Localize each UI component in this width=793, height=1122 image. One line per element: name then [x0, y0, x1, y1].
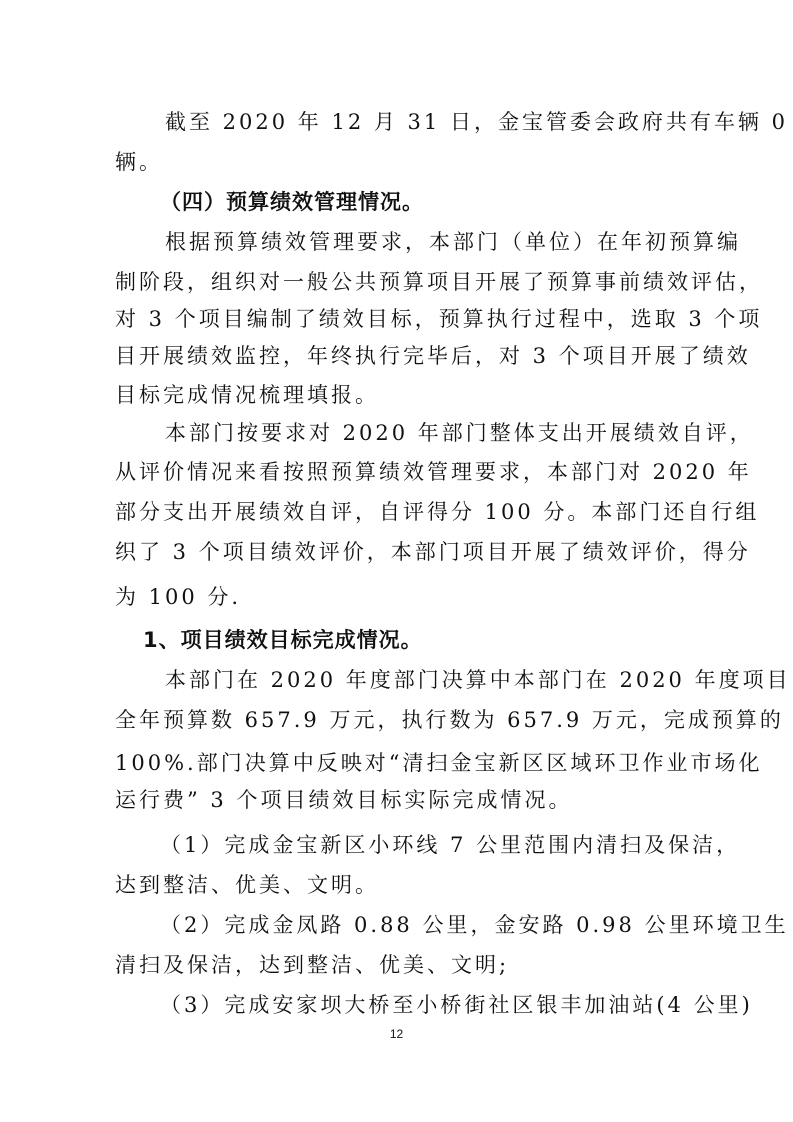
paragraph-line: 部分支出开展绩效自评，自评得分 100 分。本部门还自行组: [115, 500, 760, 524]
page-number: 12: [389, 1027, 404, 1041]
paragraph-line: 织了 3 个项目绩效评价，本部门项目开展了绩效评价，得分: [115, 540, 751, 564]
list-item-line: 清扫及保洁，达到整洁、优美、文明;: [115, 953, 510, 977]
paragraph-line: 运行费” 3 个项目绩效目标实际完成情况。: [115, 788, 573, 812]
section-heading: （四）预算绩效管理情况。: [160, 190, 424, 214]
paragraph-line: 为 100 分.: [115, 585, 242, 609]
paragraph-line: 对 3 个项目编制了绩效目标，预算执行过程中，选取 3 个项: [115, 307, 763, 331]
paragraph-line: 本部门按要求对 2020 年部门整体支出开展绩效自评，: [165, 421, 754, 445]
paragraph-line: 截至 2020 年 12 月 31 日，金宝管委会政府共有车辆 0: [165, 110, 788, 134]
paragraph-line: 目标完成情况梳理填报。: [115, 383, 379, 407]
paragraph-line: 制阶段，组织对一般公共预算项目开展了预算事前绩效评估，: [115, 270, 763, 294]
list-item-line: （3）完成安家坝大桥至小桥街社区银丰加油站(4 公里): [160, 993, 753, 1017]
paragraph-line: 全年预算数 657.9 万元，执行数为 657.9 万元，完成预算的: [115, 708, 784, 732]
list-item-line: （1）完成金宝新区小环线 7 公里范围内清扫及保洁，: [160, 833, 741, 857]
list-item-line: （2）完成金凤路 0.88 公里，金安路 0.98 公里环境卫生: [160, 913, 789, 937]
paragraph-line: 辆。: [115, 150, 163, 174]
subsection-heading: 1、项目绩效目标完成情况。: [143, 628, 423, 652]
paragraph-line: 100%.部门决算中反映对“清扫金宝新区区域环卫作业市场化: [115, 751, 763, 775]
paragraph-line: 根据预算绩效管理要求，本部门（单位）在年初预算编: [165, 230, 741, 254]
paragraph-line: 目开展绩效监控，年终执行完毕后，对 3 个项目开展了绩效: [115, 344, 751, 368]
paragraph-line: 本部门在 2020 年度部门决算中本部门在 2020 年度项目: [165, 668, 791, 692]
list-item-line: 达到整洁、优美、文明。: [115, 873, 379, 897]
paragraph-line: 从评价情况来看按照预算绩效管理要求，本部门对 2020 年: [115, 460, 752, 484]
